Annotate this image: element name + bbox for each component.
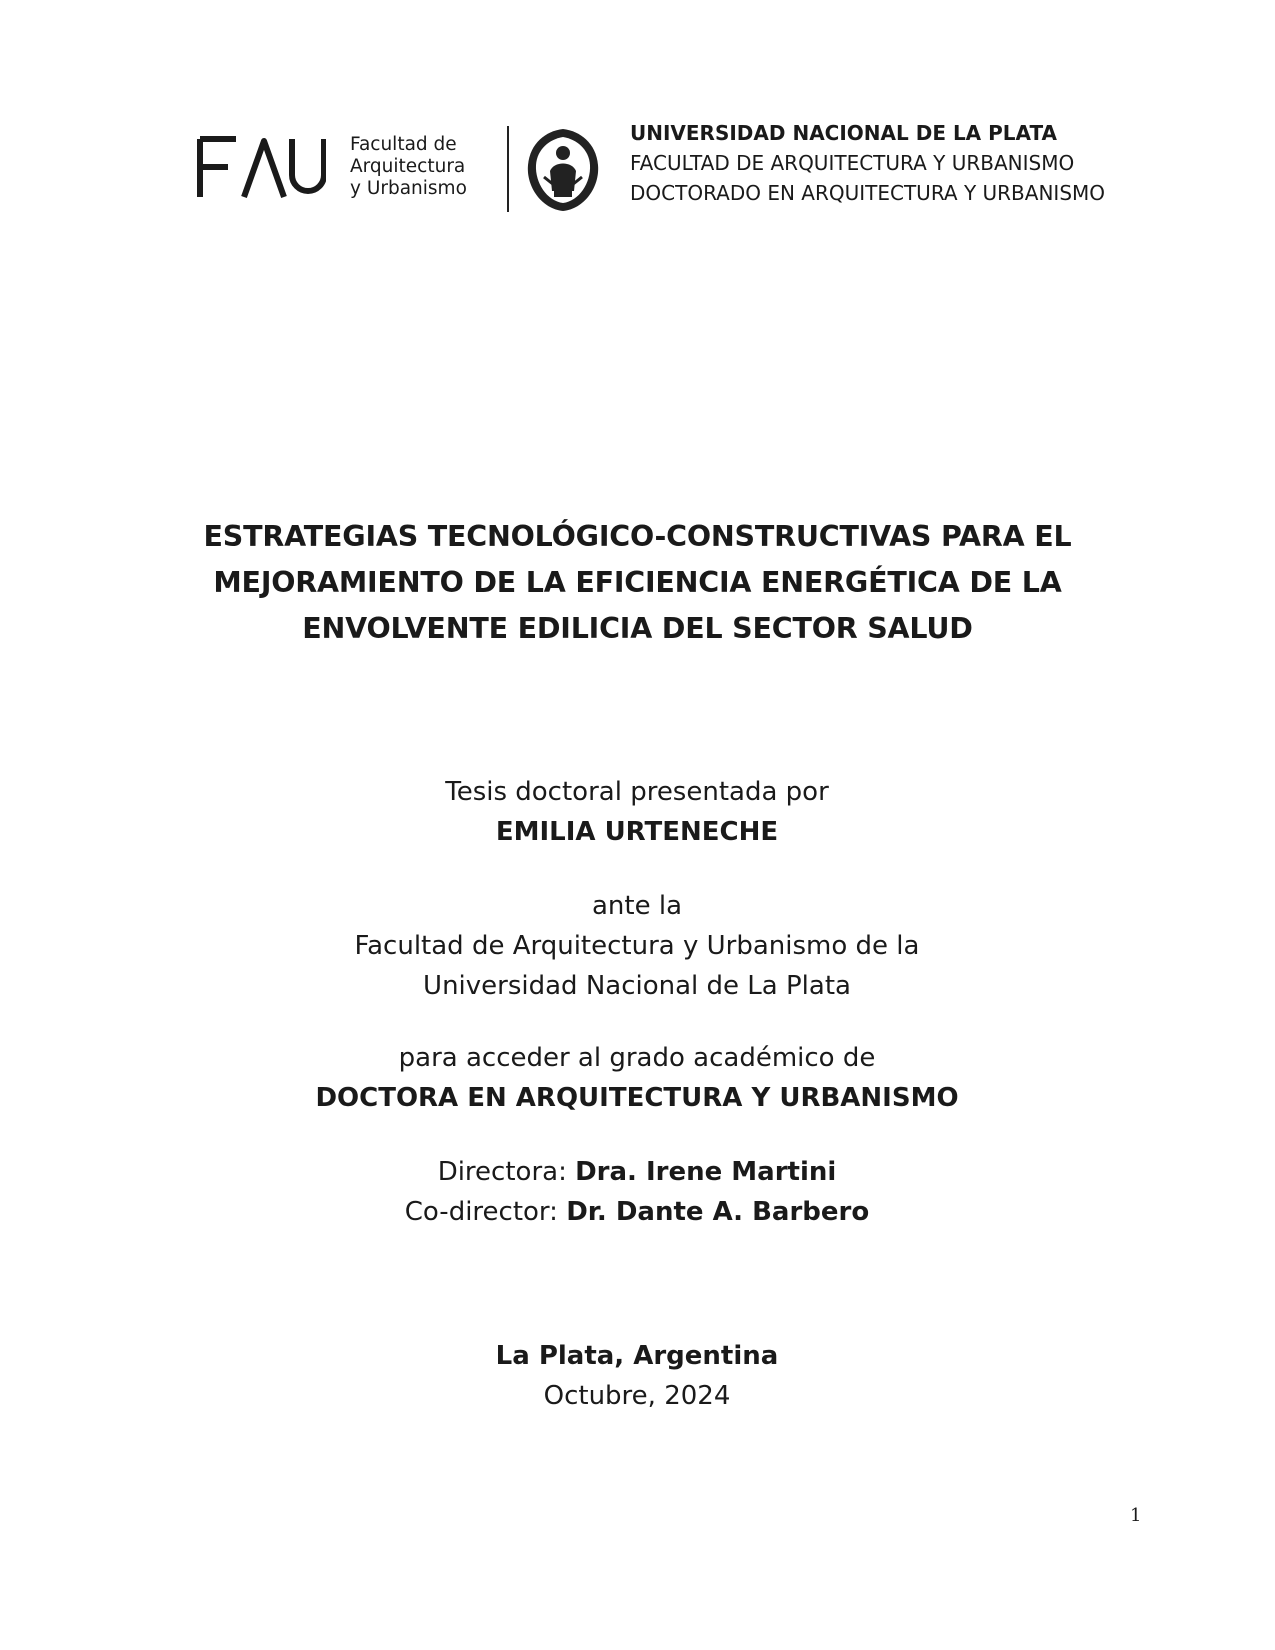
presentation-intro: Tesis doctoral presentada por [445, 777, 829, 807]
thesis-title-line: ESTRATEGIAS TECNOLÓGICO-CONSTRUCTIVAS PARA EL [203, 520, 1072, 553]
codirector-line [137, 1192, 1137, 1232]
fau-wordmark-line: Arquitectura [350, 156, 466, 177]
place-date-block [137, 1336, 1137, 1416]
fau-wordmark [350, 134, 467, 200]
degree-intro: para acceder al grado académico de [398, 1043, 876, 1073]
director-line [137, 1152, 1137, 1192]
page-number: 1 [1130, 1505, 1142, 1526]
director-name: Dra. Irene Martini [575, 1157, 837, 1187]
unlp-seal-icon [524, 125, 602, 215]
thesis-title [120, 514, 1155, 652]
program-name: DOCTORADO EN ARQUITECTURA Y URBANISMO [630, 181, 1106, 205]
thesis-title-line: ENVOLVENTE EDILICIA DEL SECTOR SALUD [302, 612, 973, 645]
document-header [0, 0, 1275, 240]
presentation-block [137, 772, 1137, 852]
faculty-name: FACULTAD DE ARQUITECTURA Y URBANISMO [630, 151, 1075, 175]
institution-line: Universidad Nacional de La Plata [423, 971, 851, 1001]
institution-block [630, 118, 1105, 208]
director-label: Directora: [437, 1157, 576, 1187]
date: Octubre, 2024 [543, 1381, 731, 1411]
logo-divider [507, 126, 509, 212]
fau-wordmark-line: y Urbanismo [350, 178, 467, 199]
place: La Plata, Argentina [495, 1341, 779, 1371]
codirector-name: Dr. Dante A. Barbero [566, 1197, 870, 1227]
codirector-label: Co-director: [404, 1197, 567, 1227]
advisors-block [137, 1152, 1137, 1232]
fau-logo [196, 133, 326, 201]
institution-statement [137, 886, 1137, 1006]
degree-block [137, 1038, 1137, 1118]
degree-name: DOCTORA EN ARQUITECTURA Y URBANISMO [315, 1083, 959, 1113]
fau-wordmark-line: Facultad de [350, 134, 457, 155]
thesis-title-line: MEJORAMIENTO DE LA EFICIENCIA ENERGÉTICA DE LA [213, 566, 1062, 599]
institution-line: Facultad de Arquitectura y Urbanismo de la [354, 931, 920, 961]
institution-intro: ante la [591, 891, 683, 921]
author-name: EMILIA URTENECHE [495, 817, 779, 847]
university-name: UNIVERSIDAD NACIONAL DE LA PLATA [630, 121, 1058, 145]
